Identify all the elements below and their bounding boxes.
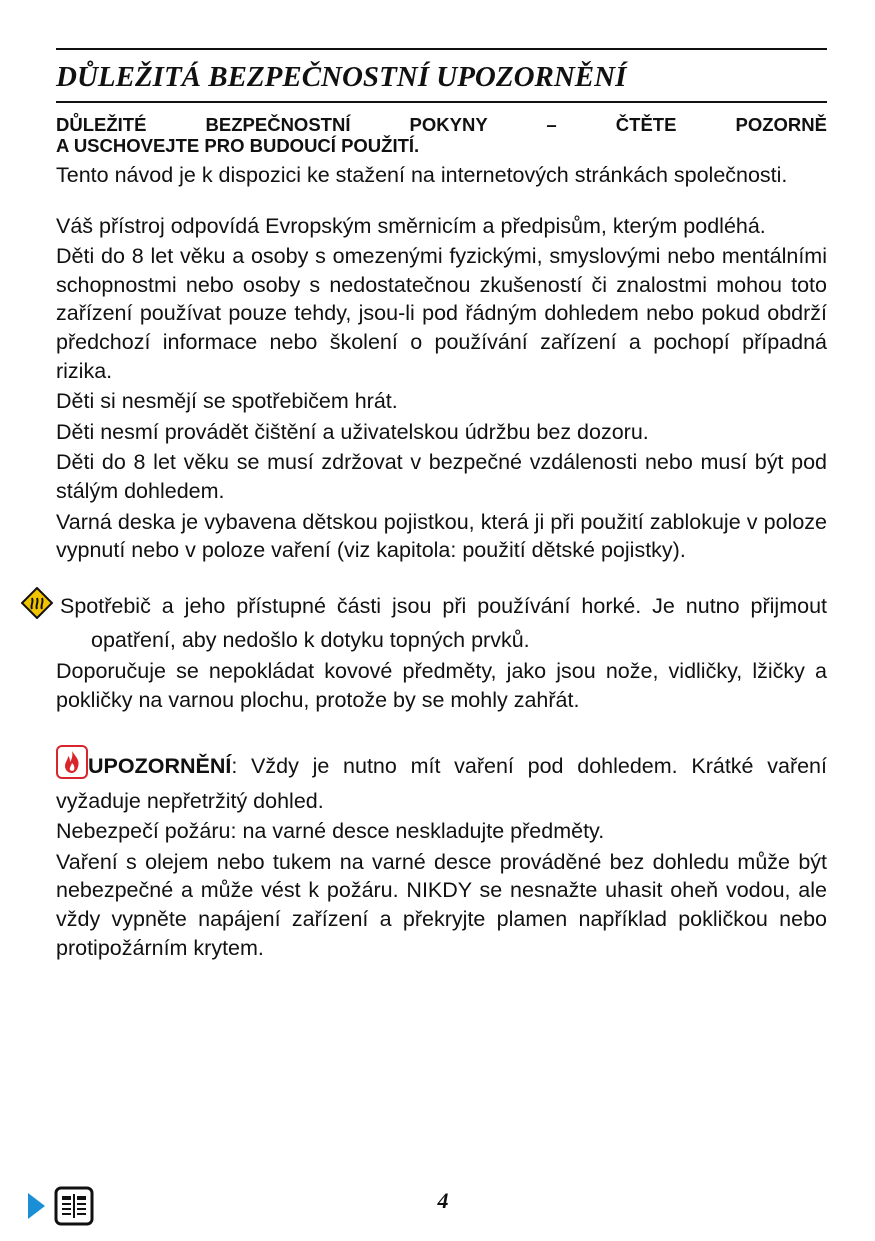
paragraph-download: Tento návod je k dispozici ke stažení na internetových stránkách společnosti. bbox=[56, 163, 788, 187]
fire-warning-text: : Vždy je nutno mít vaření pod dohledem. Krátké vaření vyžaduje nepřetržitý dohled. bbox=[56, 754, 827, 813]
subheading-line-1: DŮLEŽITÉ BEZPEČNOSTNÍ POKYNY – ČTĚTE POZORNĚ bbox=[56, 114, 827, 135]
paragraph-compliance: Váš přístroj odpovídá Evropským směrnicím a předpisům, kterým podléhá. bbox=[56, 213, 766, 238]
hot-surface-warning bbox=[56, 587, 827, 655]
page-number: 4 bbox=[437, 1188, 449, 1213]
paragraph-metal-objects: Doporučuje se nepokládat kovové předměty, jako jsou nože, vidličky, lžičky a pokličky na varnou plochu, protože by se mohly zahřát. bbox=[56, 658, 827, 712]
section-subheading bbox=[56, 114, 827, 156]
paragraph-children-cleaning: Děti nesmí provádět čištění a uživatelskou údržbu bez dozoru. bbox=[56, 419, 649, 444]
paragraph-children-play: Děti si nesmějí se spotřebičem hrát. bbox=[56, 389, 398, 414]
page-title: DŮLEŽITÁ BEZPEČNOSTNÍ UPOZORNĚNÍ bbox=[56, 61, 627, 93]
paragraph-child-lock: Varná deska je vybavena dětskou pojistkou, která ji při použití zablokuje v poloze vypnutí nebo v poloze vaření (viz kapitola: použití dětské pojistky). bbox=[56, 509, 827, 563]
paragraph-oil-fire: Vaření s olejem nebo tukem na varné desce prováděné bez dohledu může být nebezpečné a může vést k požáru. NIKDY se nesnažte uhasit oheň vodou, ale vždy vypněte napájení zařízení a překryjte plamen například pokličkou nebo protipožárním krytem. bbox=[56, 849, 827, 960]
hot-surface-warning-text: Spotřebič a jeho přístupné části jsou při používání horké. Je nutno přijmout opatření, aby nedošlo k dotyku topných prvků. bbox=[60, 593, 827, 653]
paragraph-children-distance: Děti do 8 let věku se musí zdržovat v bezpečné vzdálenosti nebo musí být pod stálým dohledem. bbox=[56, 450, 827, 503]
manual-book-icon[interactable] bbox=[54, 1186, 94, 1231]
top-rule bbox=[56, 48, 827, 50]
paragraph-children-supervision: Děti do 8 let věku a osoby s omezenými fyzickými, smyslovými nebo mentálními schopnostmi nebo osoby s nedostatečnou zkušeností či znalostmi mohou toto zařízení používat pouze tehdy, jsou-li pod řádným dohledem nebo pokud obdrží předchozí informace nebo školení o používání zařízení a pochopí případná rizika. bbox=[56, 244, 827, 383]
title-rule bbox=[56, 101, 827, 103]
fire-warning-label: UPOZORNĚNÍ bbox=[88, 754, 232, 779]
next-arrow-icon[interactable] bbox=[28, 1193, 45, 1219]
fire-warning bbox=[56, 745, 827, 815]
subheading-line-2: A USCHOVEJTE PRO BUDOUCÍ POUŽITÍ. bbox=[56, 135, 420, 156]
paragraph-fire-hazard: Nebezpečí požáru: na varné desce neskladujte předměty. bbox=[56, 819, 605, 844]
fire-warning-icon bbox=[56, 745, 88, 787]
document-body bbox=[56, 114, 827, 964]
